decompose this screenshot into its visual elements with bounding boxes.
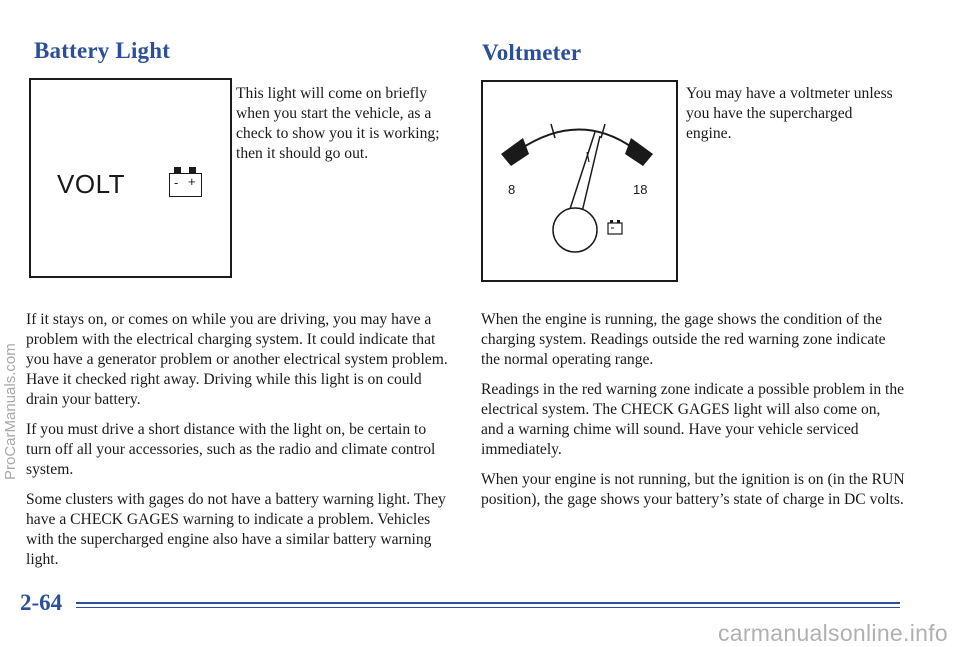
voltmeter-paragraph-1: When the engine is running, the gage shows the condition of the charging system. Readings outside the red warning zone indicate the normal operating range.: [481, 311, 886, 368]
battery-terminal-left: [174, 167, 181, 173]
battery-paragraph-1: If it stays on, or comes on while you are driving, you may have a problem with the electrical charging system. It could indicate that you have a generator problem or another electrical system problem. Have it checked right away. Driving while this light is on could drain your battery.: [26, 311, 448, 408]
footer-rule-bottom: [76, 607, 900, 608]
bottom-watermark: carmanualsonline.info: [717, 620, 948, 646]
battery-light-figure: [29, 78, 232, 278]
page-number: 2-64: [20, 590, 63, 615]
voltmeter-side-text: You may have a voltmeter unless you have the supercharged engine.: [686, 85, 893, 142]
battery-paragraph-3: Some clusters with gages do not have a battery warning light. They have a CHECK GAGES warning to indicate a problem. Vehicles with the supercharged engine also have a similar battery warning light.: [26, 491, 446, 568]
side-watermark: ProCarManuals.com: [2, 343, 19, 480]
battery-icon: [169, 173, 202, 197]
battery-plus: +: [188, 174, 196, 189]
battery-light-body: [26, 310, 450, 570]
battery-terminal-right: [189, 167, 196, 173]
voltmeter-gauge-icon: [483, 82, 676, 280]
voltmeter-body: [481, 310, 906, 510]
gauge-max-label: 18: [633, 182, 648, 197]
voltmeter-heading: Voltmeter: [482, 40, 582, 65]
voltmeter-paragraph-2: Readings in the red warning zone indicate a possible problem in the electrical system. The CHECK GAGES light will also come on, and a warning chime will sound. Have your vehicle serviced immediately.: [481, 381, 905, 458]
battery-light-heading: Battery Light: [34, 38, 171, 63]
volt-label: VOLT: [57, 169, 125, 199]
battery-paragraph-2: If you must drive a short distance with the light on, be certain to turn off all your accessories, such as the radio and climate control system.: [26, 421, 436, 478]
gauge-min-label: 8: [508, 182, 516, 197]
voltmeter-figure: [481, 80, 678, 282]
footer-rule-top: [76, 602, 900, 604]
voltmeter-paragraph-3: When your engine is not running, but the ignition is on (in the RUN position), the gage shows your battery’s state of charge in DC volts.: [481, 471, 905, 508]
battery-light-side-text: This light will come on briefly when you start the vehicle, as a check to show you it is working; then it should go out.: [236, 85, 440, 162]
battery-minus: -: [174, 175, 179, 190]
